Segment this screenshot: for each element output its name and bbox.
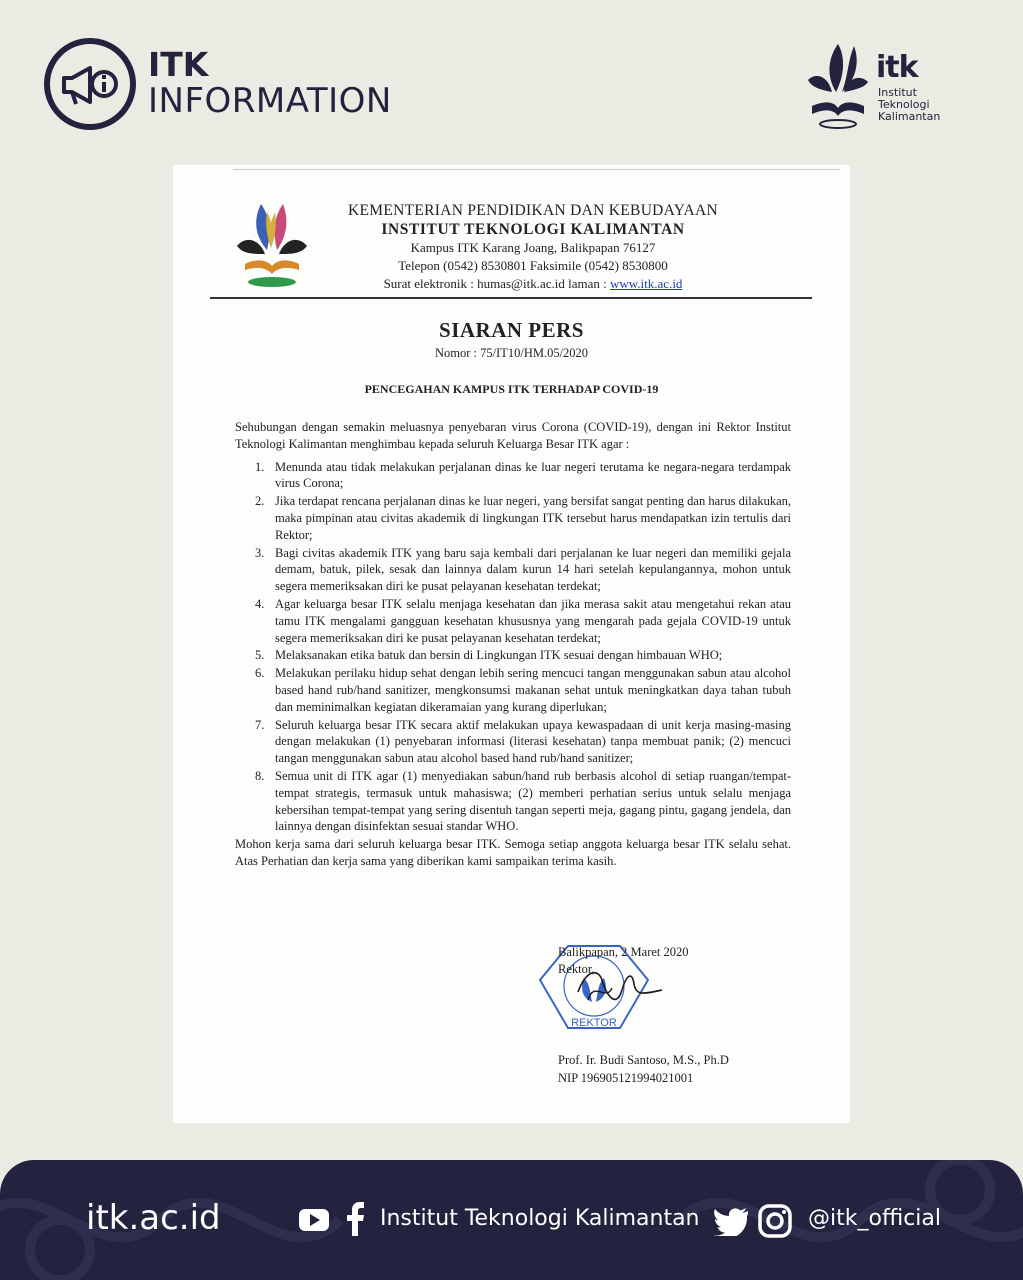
youtube-icon[interactable] [298, 1208, 330, 1232]
facebook-icon[interactable] [346, 1202, 364, 1236]
sign-place-date: Balikpapan, 2 Maret 2020 [558, 945, 689, 959]
item-text: Semua unit di ITK agar (1) menyediakan sabun/hand rub berbasis alcohol di setiap ruangan/tempat-tempat strategis, termasuk untuk mahasiswa; (2) memberi perhatian serius untuk selalu menjaga kebersihan tempat-tempat yang sering disentuh tangan seperti meja, gagang pintu, gagang jendela, dan lainnya dengan disinfektan sesuai standar WHO. [275, 768, 791, 834]
letterhead-phone: Telepon (0542) 8530801 Faksimile (0542) 8530800 [398, 258, 668, 273]
list-item [235, 768, 791, 835]
signature-block [558, 944, 729, 1085]
stamp-label: REKTOR [571, 1017, 617, 1029]
letterhead-email: Surat elektronik : humas@itk.ac.id laman : [383, 276, 610, 291]
letterhead-institute: INSTITUT TEKNOLOGI KALIMANTAN [381, 221, 685, 238]
logo-name-line: Institut [878, 86, 917, 99]
letterhead-address: Kampus ITK Karang Joang, Balikpapan 76127 [410, 240, 656, 255]
letterhead-contact [323, 275, 743, 293]
item-number: 4. [255, 596, 265, 611]
megaphone-info-icon [44, 38, 136, 130]
itk-logo [798, 40, 948, 132]
item-number: 5. [255, 648, 265, 663]
logo-abbr: itk [876, 50, 918, 85]
closing-paragraph: Mohon kerja sama dari seluruh keluarga besar ITK. Semoga setiap anggota keluarga besar ITK selalu sehat. Atas Perhatian dan kerja sama yang diberikan kami sampaikan terima kasih. [235, 837, 791, 868]
footer-social-handle[interactable]: @itk_official [808, 1206, 942, 1231]
item-text: Seluruh keluarga besar ITK secara aktif melakukan upaya kewaspadaan di unit kerja masing-masing dengan melakukan (1) penyebaran informasi (literasi kesehatan) tanpa membuat panik; (2) mencuci tangan menggunakan sabun atau alcohol based hand rub/hand sanitizer; [275, 717, 791, 766]
logo-name-line: Kalimantan [878, 110, 941, 123]
itk-emblem-icon [231, 198, 313, 290]
list-item [235, 459, 791, 493]
item-number: 7. [255, 717, 265, 732]
list-item [235, 493, 791, 543]
item-text: Bagi civitas akademik ITK yang baru saja kembali dari perjalanan ke luar negeri dan memiliki gejala demam, batuk, pilek, sesak dan lainnya dalam kurun 14 hari setelah kepulangannya, mohon untuk segera memeriksakan diri ke pusat pelayanan kesehatan terdekat; [275, 545, 791, 594]
paper-top-edge [233, 169, 840, 170]
document-subject: PENCEGAHAN KAMPUS ITK TERHADAP COVID-19 [364, 382, 659, 396]
brand-subtitle: INFORMATION [148, 81, 392, 121]
brand-title: ITK [148, 45, 209, 84]
signer-nip: NIP 196905121994021001 [558, 1071, 694, 1085]
letterhead-ministry: KEMENTERIAN PENDIDIKAN DAN KEBUDAYAAN [347, 202, 719, 219]
logo-name-line: Teknologi [878, 98, 930, 111]
list-item [235, 545, 791, 595]
item-number: 3. [255, 545, 265, 560]
footer-bar [0, 1160, 1023, 1280]
item-text: Agar keluarga besar ITK selalu menjaga kesehatan dan jika merasa sakit atau mengetahui rekan atau tamu ITK mengalami gangguan kesehatan khususnya yang mengarah pada gejala COVID-19 untuk segera memeriksakan diri ke pusat pelayanan kesehatan terdekat; [275, 596, 791, 645]
item-text: Jika terdapat rencana perjalanan dinas ke luar negeri, yang bersifat sangat penting dan harus dilakukan, maka pimpinan atau civitas akademik di lingkungan ITK tersebut harus mendapatkan izin tertulis dari Rektor; [275, 494, 791, 542]
website-link[interactable]: www.itk.ac.id [609, 276, 683, 291]
document-number: Nomor : 75/IT10/HM.05/2020 [434, 346, 589, 360]
letterhead-divider [210, 297, 812, 299]
item-number: 8. [255, 768, 265, 783]
sign-role: Rektor, [558, 962, 595, 976]
press-release-document [173, 165, 850, 1123]
document-body [235, 419, 791, 870]
intro-paragraph: Sehubungan dengan semakin meluasnya penyebaran virus Corona (COVID-19), dengan ini Rektor Institut Teknologi Kalimantan menghimbau kepada seluruh Keluarga Besar ITK agar : [235, 420, 791, 451]
item-number: 1. [255, 459, 265, 474]
footer-website-link[interactable]: itk.ac.id [86, 1198, 221, 1238]
item-text: Melaksanakan etika batuk dan bersin di Lingkungan ITK sesuai dengan himbauan WHO; [275, 648, 723, 663]
list-item [235, 596, 791, 646]
letterhead [213, 193, 813, 303]
list-item [235, 717, 791, 767]
signer-name: Prof. Ir. Budi Santoso, M.S., Ph.D [558, 1053, 729, 1067]
item-text: Melakukan perilaku hidup sehat dengan lebih sering mencuci tangan menggunakan sabun atau alcohol based hand rub/hand sanitizer, mengkonsumsi makanan sehat untuk meningkatkan daya tahan tubuh dan meminimalkan kegiatan dikeramaian yang kurang diperlukan; [275, 666, 791, 714]
item-number: 2. [255, 494, 265, 509]
instruction-list [235, 459, 791, 836]
footer-institution-label[interactable]: Institut Teknologi Kalimantan [380, 1206, 700, 1231]
item-number: 6. [255, 666, 265, 681]
twitter-icon[interactable] [714, 1208, 748, 1236]
list-item [235, 665, 791, 715]
instagram-icon[interactable] [758, 1204, 792, 1238]
item-text: Menunda atau tidak melakukan perjalanan dinas ke luar negeri terutama ke negara-negara terdampak virus Corona; [275, 459, 791, 491]
itk-information-brand [44, 38, 392, 130]
list-item [235, 647, 791, 664]
document-title: SIARAN PERS [439, 318, 584, 342]
